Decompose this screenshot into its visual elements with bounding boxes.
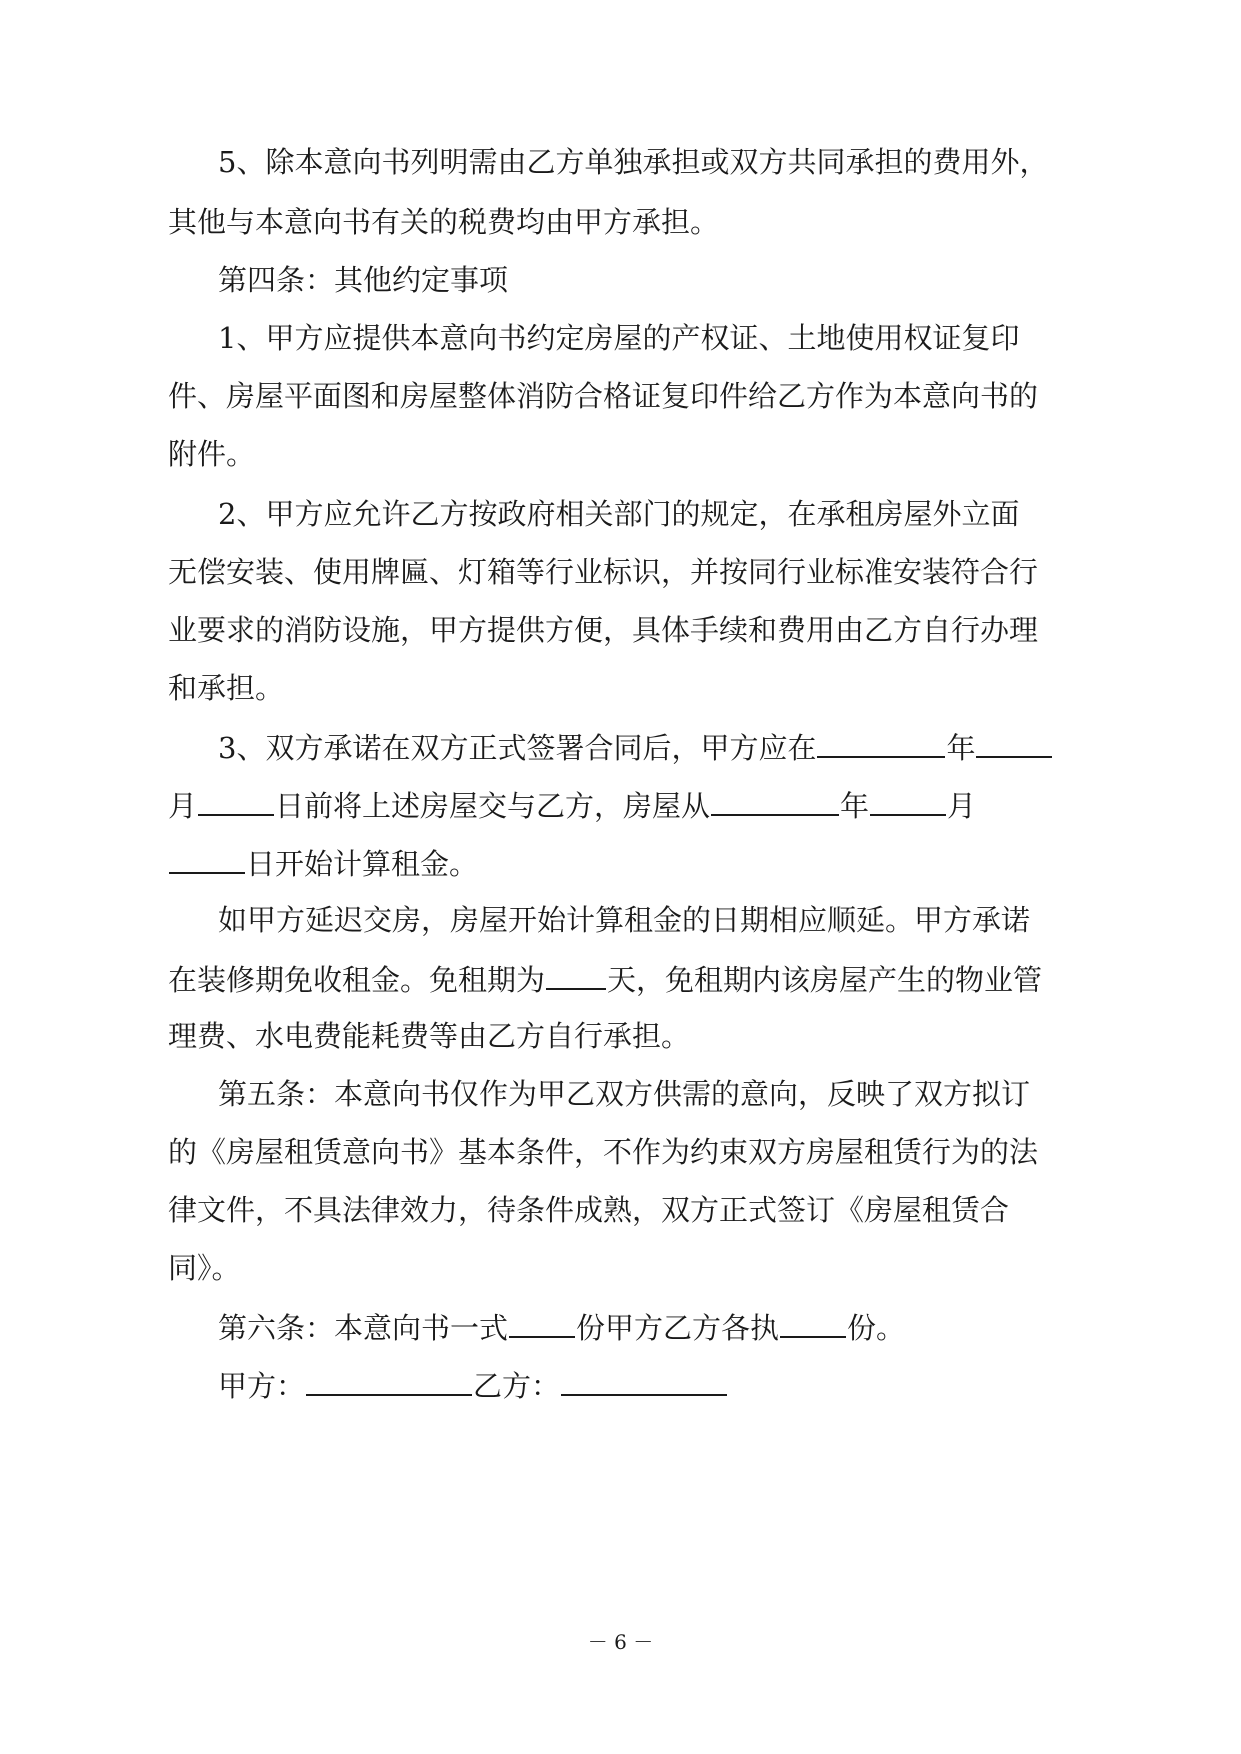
text-segment: 理费、水电费能耗费等由乙方自行承担。 bbox=[168, 1019, 691, 1053]
fill-in-blank bbox=[509, 1304, 575, 1338]
text-segment: 份。 bbox=[847, 1311, 906, 1345]
text-segment: 附件。 bbox=[168, 437, 256, 471]
text-line bbox=[0, 258, 1241, 302]
text-line bbox=[0, 492, 1241, 536]
text-line bbox=[0, 432, 1241, 476]
text-segment: 第四条：其他约定事项 bbox=[218, 263, 509, 297]
text-line bbox=[0, 724, 1241, 768]
fill-in-blank bbox=[306, 1362, 472, 1396]
fill-in-blank bbox=[711, 782, 839, 816]
text-segment: 月 bbox=[168, 789, 198, 823]
text-line bbox=[0, 840, 1241, 884]
fill-in-blank bbox=[546, 956, 606, 990]
text-line bbox=[0, 1246, 1241, 1290]
text-line bbox=[0, 316, 1241, 360]
text-segment: 年 bbox=[946, 731, 976, 765]
text-segment: 第六条：本意向书一式 bbox=[218, 1311, 509, 1345]
fill-in-blank bbox=[561, 1362, 727, 1396]
text-line bbox=[0, 666, 1241, 710]
text-segment: 律文件，不具法律效力，待条件成熟，双方正式签订《房屋租赁合 bbox=[168, 1193, 1010, 1227]
text-line bbox=[0, 1072, 1241, 1116]
text-segment: 无偿安装、使用牌匾、灯箱等行业标识，并按同行业标准安装符合行 bbox=[168, 555, 1039, 589]
text-line bbox=[0, 1304, 1241, 1348]
text-segment: 年 bbox=[840, 789, 870, 823]
text-segment: 2、甲方应允许乙方按政府相关部门的规定，在承租房屋外立面 bbox=[218, 497, 1020, 531]
fill-in-blank bbox=[817, 724, 945, 758]
fill-in-blank bbox=[169, 840, 245, 874]
text-line bbox=[0, 550, 1241, 594]
text-segment: 的《房屋租赁意向书》基本条件，不作为约束双方房屋租赁行为的法 bbox=[168, 1135, 1039, 1169]
text-segment: 1、甲方应提供本意向书约定房屋的产权证、土地使用权证复印 bbox=[218, 321, 1020, 355]
text-segment: 份甲方乙方各执 bbox=[576, 1311, 780, 1345]
page-number: － 6 － bbox=[587, 1630, 654, 1654]
text-segment: 如甲方延迟交房，房屋开始计算租金的日期相应顺延。甲方承诺 bbox=[218, 903, 1031, 937]
text-segment: 月 bbox=[947, 789, 977, 823]
fill-in-blank bbox=[780, 1304, 846, 1338]
text-line bbox=[0, 1014, 1241, 1058]
text-line bbox=[0, 140, 1241, 184]
fill-in-blank bbox=[976, 724, 1052, 758]
text-line bbox=[0, 608, 1241, 652]
text-segment: 第五条：本意向书仅作为甲乙双方供需的意向，反映了双方拟订 bbox=[218, 1077, 1031, 1111]
text-segment: 在装修期免收租金。免租期为 bbox=[168, 963, 546, 997]
text-segment: 天，免租期内该房屋产生的物业管 bbox=[607, 963, 1043, 997]
text-segment: 3、双方承诺在双方正式签署合同后，甲方应在 bbox=[218, 731, 817, 765]
text-segment: 日前将上述房屋交与乙方，房屋从 bbox=[275, 789, 711, 823]
text-line bbox=[0, 200, 1241, 244]
fill-in-blank bbox=[870, 782, 946, 816]
text-segment: 业要求的消防设施，甲方提供方便，具体手续和费用由乙方自行办理 bbox=[168, 613, 1039, 647]
text-line bbox=[0, 1130, 1241, 1174]
fill-in-blank bbox=[198, 782, 274, 816]
text-segment: 日开始计算租金。 bbox=[246, 847, 479, 881]
text-segment: 其他与本意向书有关的税费均由甲方承担。 bbox=[168, 205, 720, 239]
text-line bbox=[0, 374, 1241, 418]
text-line bbox=[0, 1188, 1241, 1232]
text-segment: 同》。 bbox=[168, 1251, 241, 1285]
text-line bbox=[0, 898, 1241, 942]
text-segment: 5、除本意向书列明需由乙方单独承担或双方共同承担的费用外， bbox=[218, 145, 1049, 179]
text-segment: 件、房屋平面图和房屋整体消防合格证复印件给乙方作为本意向书的 bbox=[168, 379, 1039, 413]
text-segment: 甲方： bbox=[218, 1369, 306, 1403]
text-line bbox=[0, 782, 1241, 826]
text-line bbox=[0, 956, 1241, 1000]
text-segment: 和承担。 bbox=[168, 671, 285, 705]
text-segment: 乙方： bbox=[473, 1369, 561, 1403]
text-line bbox=[0, 1362, 1241, 1406]
